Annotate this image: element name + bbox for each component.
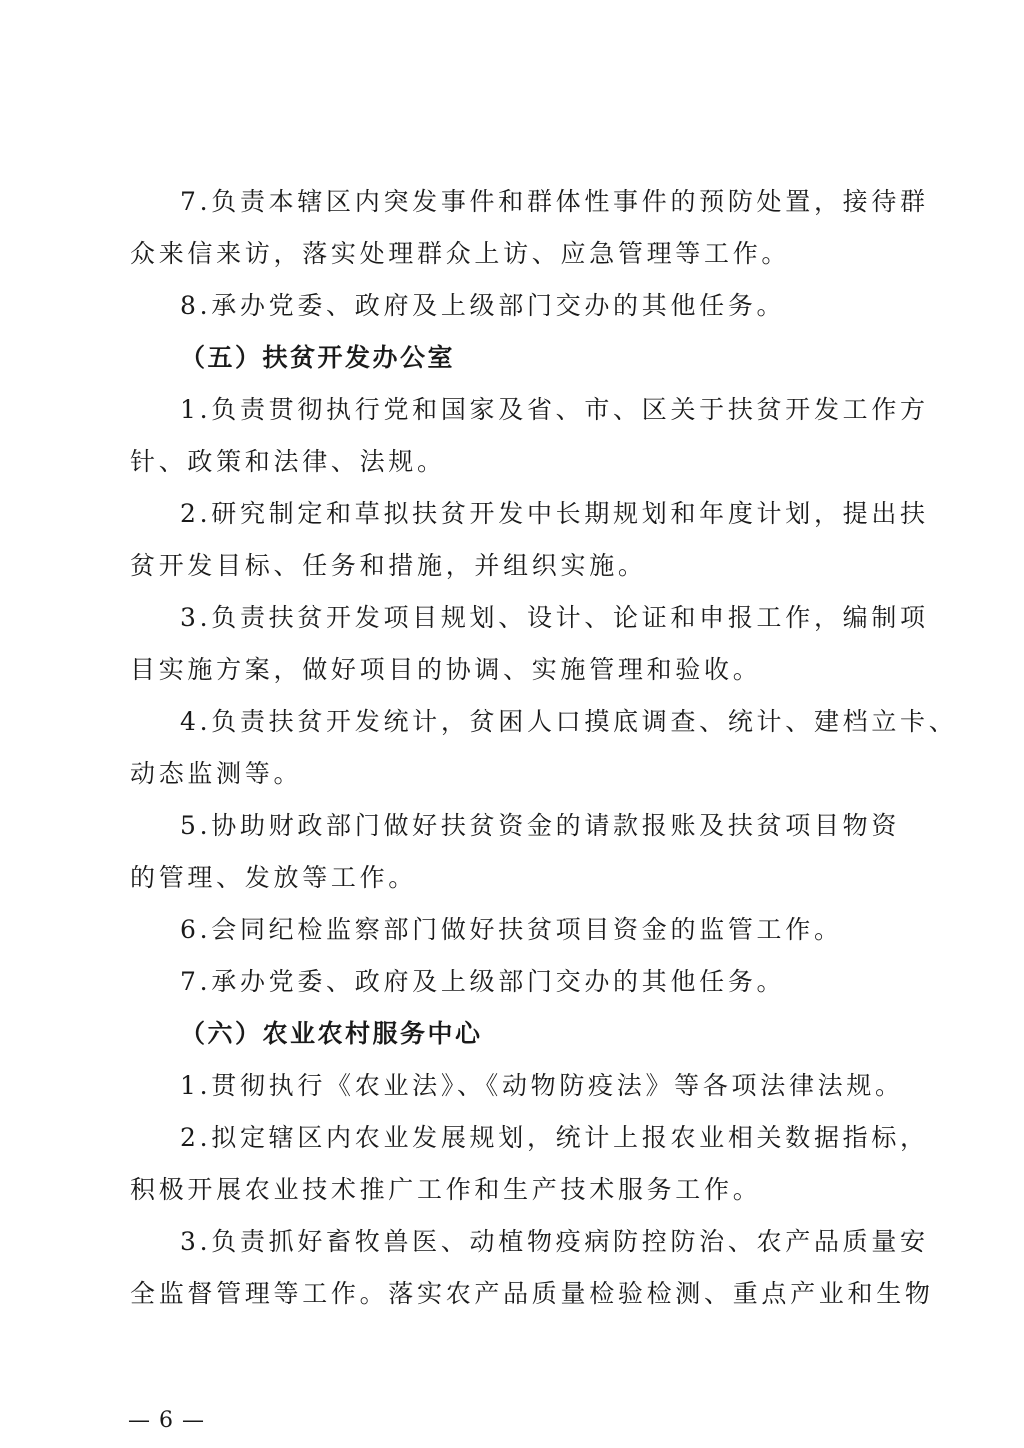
- item-line: 5.协助财政部门做好扶贫资金的请款报账及扶贫项目物资: [180, 811, 901, 840]
- item-line: 1.贯彻执行《农业法》、《动物防疫法》等各项法律法规。: [180, 1071, 904, 1100]
- item-line: 2.拟定辖区内农业发展规划，统计上报农业相关数据指标，: [180, 1123, 929, 1152]
- item-line: 6.会同纪检监察部门做好扶贫项目资金的监管工作。: [180, 915, 843, 944]
- item-line: 2.研究制定和草拟扶贫开发中长期规划和年度计划，提出扶: [180, 499, 929, 528]
- item-line-continuation: 全监督管理等工作。落实农产品质量检验检测、重点产业和生物: [130, 1279, 934, 1308]
- page-number: — 6 —: [128, 1408, 205, 1433]
- item-line: 7.承办党委、政府及上级部门交办的其他任务。: [180, 967, 786, 996]
- item-line: 3.负责扶贫开发项目规划、设计、论证和申报工作，编制项: [180, 603, 929, 632]
- item-line-continuation: 的管理、发放等工作。: [130, 863, 418, 892]
- item-line: 7.负责本辖区内突发事件和群体性事件的预防处置，接待群: [180, 187, 929, 216]
- item-line-continuation: 积极开展农业技术推广工作和生产技术服务工作。: [130, 1175, 762, 1204]
- section-heading: （六）农业农村服务中心: [180, 1019, 483, 1048]
- item-line: 1.负责贯彻执行党和国家及省、市、区关于扶贫开发工作方: [180, 395, 929, 424]
- item-line-continuation: 目实施方案，做好项目的协调、实施管理和验收。: [130, 655, 762, 684]
- item-line: 8.承办党委、政府及上级部门交办的其他任务。: [180, 291, 786, 320]
- item-line: 4.负责扶贫开发统计，贫困人口摸底调查、统计、建档立卡、: [180, 707, 958, 736]
- item-line-continuation: 众来信来访，落实处理群众上访、应急管理等工作。: [130, 239, 791, 268]
- item-line: 3.负责抓好畜牧兽医、动植物疫病防控防治、农产品质量安: [180, 1227, 929, 1256]
- item-line-continuation: 贫开发目标、任务和措施，并组织实施。: [130, 551, 647, 580]
- item-line-continuation: 动态监测等。: [130, 759, 303, 788]
- section-heading: （五）扶贫开发办公室: [180, 343, 456, 372]
- item-line-continuation: 针、政策和法律、法规。: [130, 447, 446, 476]
